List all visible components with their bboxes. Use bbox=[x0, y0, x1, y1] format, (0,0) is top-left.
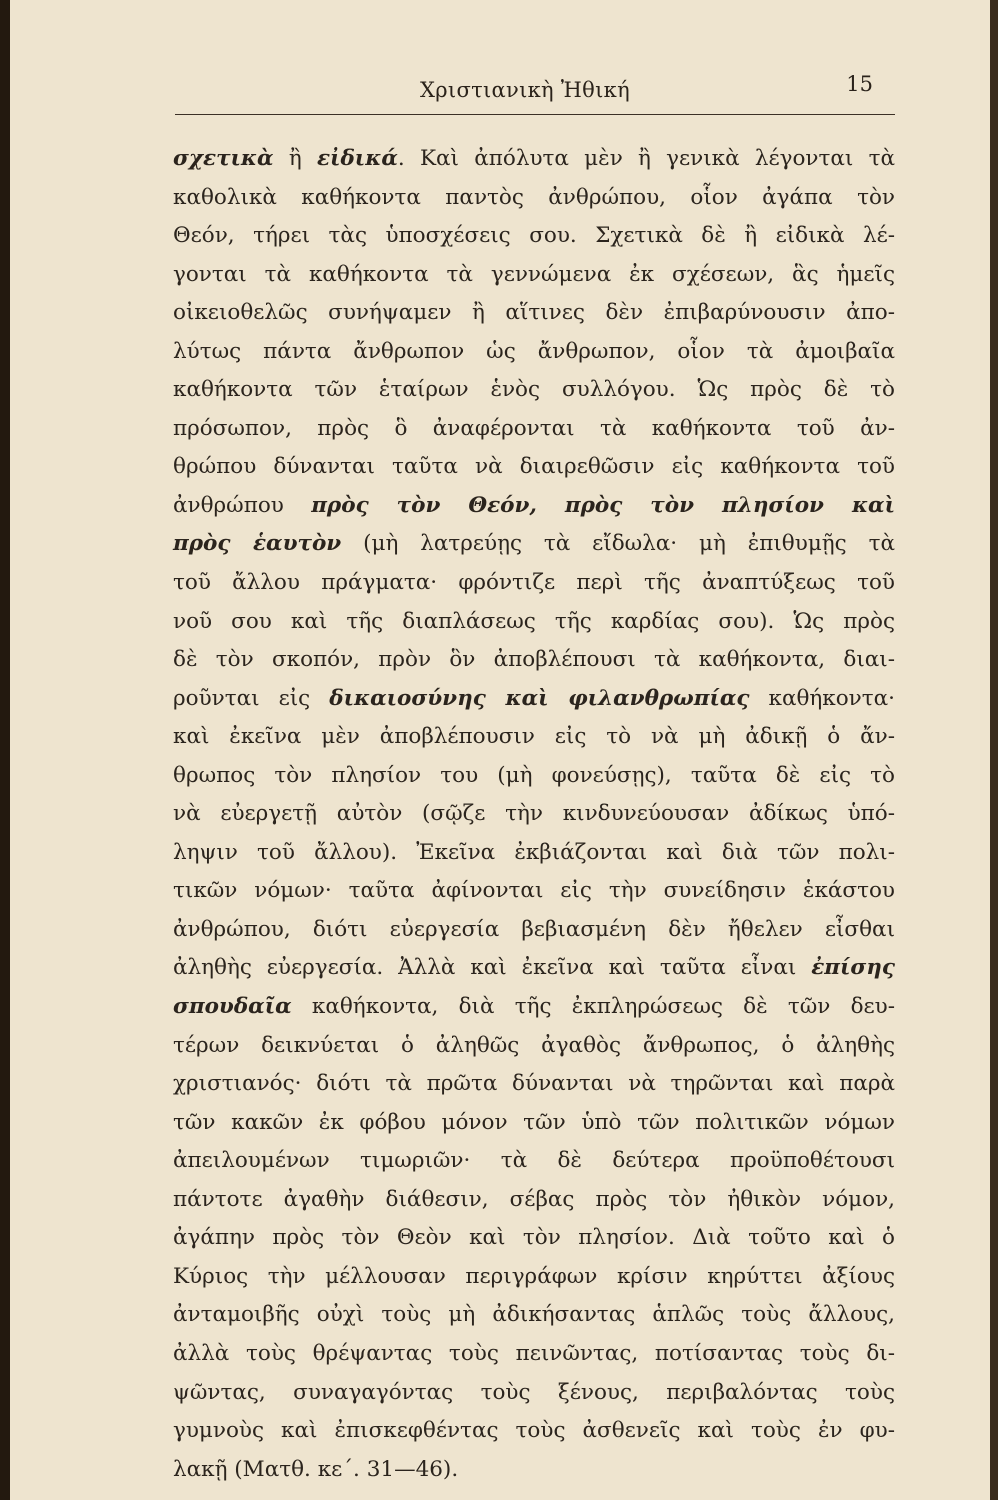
text-segment: ἀνθρώπου bbox=[173, 492, 312, 518]
text-line bbox=[173, 757, 895, 796]
emphasized-text: εἰδικά bbox=[316, 146, 398, 171]
body-text bbox=[173, 140, 895, 1489]
text-segment: τῶν κακῶν ἐκ φόβου μόνον τῶν ὑπὸ τῶν πολιτικῶν νόμων bbox=[173, 1109, 895, 1135]
text-segment: τικῶν νόμων· ταῦτα ἀφίνονται εἰς τὴν συνείδησιν ἑκάστου bbox=[173, 878, 895, 904]
text-line bbox=[173, 603, 895, 642]
text-line bbox=[173, 333, 895, 372]
text-line bbox=[173, 371, 895, 410]
text-segment: ροῦνται εἰς bbox=[173, 685, 330, 711]
text-segment: ἀνθρώπου, διότι εὐεργεσία βεβιασμένη δὲν ἤθελεν εἶσθαι bbox=[173, 916, 895, 942]
text-segment: πρόσωπον, πρὸς ὃ ἀναφέρονται τὰ καθήκοντα τοῦ ἀν- bbox=[173, 415, 895, 441]
emphasized-text: ἐπίσης bbox=[811, 955, 895, 981]
text-line bbox=[173, 410, 895, 449]
text-segment: (μὴ λατρεύῃς τὰ εἴδωλα· μὴ ἐπιθυμῇς τὰ bbox=[341, 531, 895, 557]
emphasized-text: πρὸς ἑαυτὸν bbox=[173, 531, 342, 557]
text-segment: πάντοτε ἀγαθὴν διάθεσιν, σέβας πρὸς τὸν ἠθικὸν νόμον, bbox=[173, 1186, 895, 1212]
text-line bbox=[173, 140, 895, 179]
text-segment: ἀλλὰ τοὺς θρέψαντας τοὺς πεινῶντας, ποτίσαντας τοὺς δι- bbox=[173, 1340, 895, 1366]
text-line bbox=[173, 1258, 895, 1297]
text-line bbox=[173, 256, 895, 295]
text-segment: νὰ εὐεργετῇ αὐτὸν (σῷζε τὴν κινδυνεύουσαν ἀδίκως ὑπό- bbox=[173, 801, 895, 827]
text-line bbox=[173, 179, 895, 218]
text-line bbox=[173, 795, 895, 834]
text-line bbox=[173, 294, 895, 333]
text-segment: δὲ τὸν σκοπόν, πρὸν ὃν ἀποβλέπουσι τὰ καθήκοντα, διαι- bbox=[173, 647, 895, 673]
text-segment: ἀληθὴς εὐεργεσία. Ἀλλὰ καὶ ἐκεῖνα καὶ ταῦτα εἶναι bbox=[173, 955, 812, 981]
text-segment: ἀγάπην πρὸς τὸν Θεὸν καὶ τὸν πλησίον. Διὰ τοῦτο καὶ ὁ bbox=[173, 1225, 895, 1251]
text-segment: τοῦ ἄλλου πράγματα· φρόντιζε περὶ τῆς ἀναπτύξεως τοῦ bbox=[173, 570, 895, 596]
text-line bbox=[173, 1219, 895, 1258]
text-segment: ἀνταμοιβῆς οὐχὶ τοὺς μὴ ἀδικήσαντας ἁπλῶς τοὺς ἄλλους, bbox=[173, 1302, 895, 1328]
text-line bbox=[173, 1451, 895, 1490]
text-segment: ψῶντας, συναγαγόντας τοὺς ξένους, περιβαλόντας τοὺς bbox=[173, 1379, 895, 1405]
text-segment: καθήκοντα τῶν ἑταίρων ἑνὸς συλλόγου. Ὡς πρὸς δὲ τὸ bbox=[173, 377, 895, 403]
text-segment: λακῇ (Ματθ. κε΄. 31—46). bbox=[173, 1456, 459, 1482]
running-title: Χριστιανικὴ Ἠθική bbox=[420, 78, 630, 102]
text-line bbox=[173, 1335, 895, 1374]
text-line bbox=[173, 525, 895, 564]
text-line bbox=[173, 448, 895, 487]
text-line bbox=[173, 1296, 895, 1335]
text-line bbox=[173, 872, 895, 911]
text-segment: γυμνοὺς καὶ ἐπισκεφθέντας τοὺς ἀσθενεῖς καὶ τοὺς ἐν φυ- bbox=[173, 1418, 895, 1444]
page-header bbox=[165, 72, 885, 112]
text-segment: οἰκειοθελῶς συνήψαμεν ἢ αἵτινες δὲν ἐπιβαρύνουσιν ἀπο- bbox=[173, 300, 895, 326]
text-line bbox=[173, 1142, 895, 1181]
text-line bbox=[173, 641, 895, 680]
text-line bbox=[173, 1374, 895, 1413]
text-line bbox=[173, 911, 895, 950]
text-line bbox=[173, 988, 895, 1027]
text-line bbox=[173, 1027, 895, 1066]
text-segment: λύτως πάντα ἄνθρωπον ὡς ἄνθρωπον, οἷον τὰ ἀμοιβαῖα bbox=[173, 338, 895, 364]
text-line bbox=[173, 564, 895, 603]
emphasized-text: πρὸς τὸν Θεόν, πρὸς τὸν πλησίον καὶ bbox=[311, 492, 896, 518]
text-segment: ἢ bbox=[273, 146, 317, 171]
text-line bbox=[173, 680, 895, 719]
text-segment: Κύριος τὴν μέλλουσαν περιγράφων κρίσιν κηρύττει ἀξίους bbox=[173, 1263, 895, 1289]
emphasized-text: σπουδαῖα bbox=[173, 994, 292, 1020]
text-segment: καὶ ἐκεῖνα μὲν ἀποβλέπουσιν εἰς τὸ νὰ μὴ ἀδικῇ ὁ ἄν- bbox=[173, 724, 895, 750]
text-segment: καθήκοντα· bbox=[749, 685, 895, 711]
text-line bbox=[173, 1412, 895, 1451]
text-segment: θρώπου δύνανται ταῦτα νὰ διαιρεθῶσιν εἰς καθήκοντα τοῦ bbox=[173, 454, 895, 480]
emphasized-text: δικαιοσύνης καὶ φιλανθρωπίας bbox=[329, 685, 750, 711]
text-line bbox=[173, 834, 895, 873]
text-segment: χριστιανός· διότι τὰ πρῶτα δύνανται νὰ τηρῶνται καὶ παρὰ bbox=[173, 1071, 895, 1097]
page-number: 15 bbox=[846, 72, 873, 96]
text-segment: θρωπος τὸν πλησίον του (μὴ φονεύσῃς), ταῦτα δὲ εἰς τὸ bbox=[173, 762, 895, 788]
header-rule bbox=[175, 114, 895, 115]
text-line bbox=[173, 949, 895, 988]
text-segment: ἀπειλουμένων τιμωριῶν· τὰ δὲ δεύτερα προϋποθέτουσι bbox=[173, 1148, 895, 1174]
text-line bbox=[173, 217, 895, 256]
text-line bbox=[173, 487, 895, 526]
text-segment: τέρων δεικνύεται ὁ ἀληθῶς ἀγαθὸς ἄνθρωπος, ὁ ἀληθὴς bbox=[173, 1032, 895, 1058]
text-line bbox=[173, 1181, 895, 1220]
text-line bbox=[173, 1104, 895, 1143]
text-segment: γονται τὰ καθήκοντα τὰ γεννώμενα ἐκ σχέσεων, ἃς ἡμεῖς bbox=[173, 261, 895, 287]
text-line bbox=[173, 1065, 895, 1104]
text-segment: νοῦ σου καὶ τῆς διαπλάσεως τῆς καρδίας σου). Ὡς πρὸς bbox=[173, 608, 895, 634]
text-line bbox=[173, 718, 895, 757]
text-segment: καθήκοντα, διὰ τῆς ἐκπληρώσεως δὲ τῶν δευ- bbox=[291, 994, 895, 1020]
text-segment: ληψιν τοῦ ἄλλου). Ἐκεῖνα ἐκβιάζονται καὶ διὰ τῶν πολι- bbox=[173, 839, 895, 865]
text-segment: καθολικὰ καθήκοντα παντὸς ἀνθρώπου, οἷον ἀγάπα τὸν bbox=[173, 184, 895, 210]
text-segment: . Καὶ ἀπόλυτα μὲν ἢ γενικὰ λέγονται τὰ bbox=[397, 146, 895, 171]
text-segment: Θεόν, τήρει τὰς ὑποσχέσεις σου. Σχετικὰ δὲ ἢ εἰδικὰ λέ- bbox=[173, 223, 895, 249]
emphasized-text: σχετικὰ bbox=[173, 146, 274, 171]
